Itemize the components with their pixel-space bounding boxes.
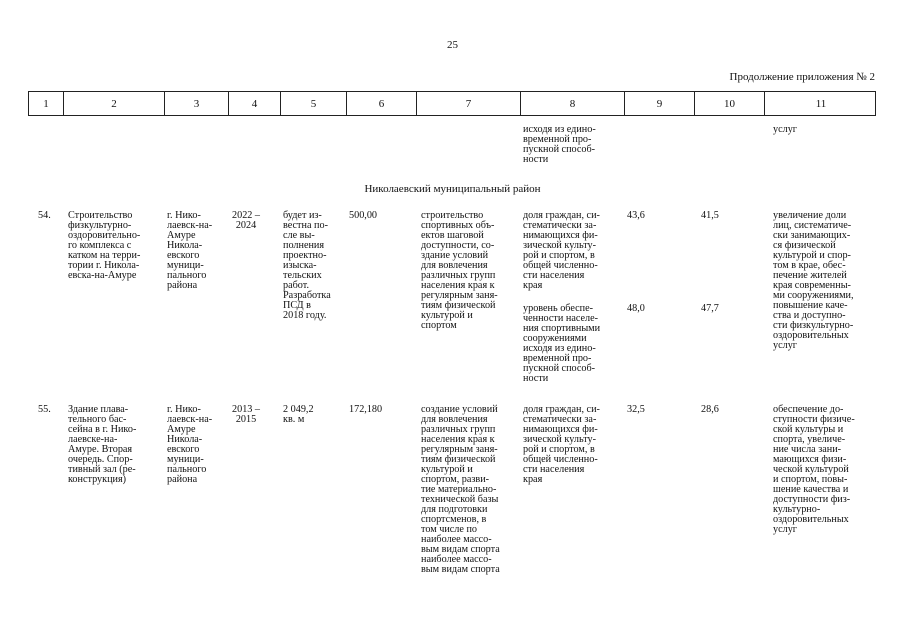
continuation-label: Продолжение приложения № 2	[729, 71, 875, 83]
table-header	[28, 91, 876, 116]
indicator-value-plan: 48,0	[627, 303, 645, 314]
object-name: Здание плава- тельного бас- сейна в г. Нико- лаевске-на- Амуре. Вторая очередь. Спор- тивный зал (ре- конструкция)	[68, 404, 137, 485]
row-number: 54.	[38, 210, 51, 221]
header-col-6: 6	[347, 92, 417, 115]
header-col-10: 10	[695, 92, 765, 115]
period: 2013 – 2015	[232, 404, 261, 425]
header-col-8: 8	[521, 92, 625, 115]
period: 2022 – 2024	[232, 210, 261, 231]
indicator: доля граждан, си- стематически за- нимающихся фи- зической культу- рой и спортом, в общей численно- сти населения края	[523, 210, 600, 291]
expected-effect: обеспечение до- ступности физиче- ской культуры и спорта, увеличе- ние числа зани- мающихся физи- ческой культурой и спортом, повы- шение качества и доступности физ- культурно- оздоровительных услуг	[773, 404, 855, 535]
indicator: уровень обеспе- ченности населе- ния спортивными сооружениями исходя из едино- временной про- пускной способ- ности	[523, 303, 601, 384]
header-col-1: 1	[29, 92, 64, 115]
header-col-11: 11	[815, 97, 827, 110]
location: г. Нико- лаевск-на- Амуре Никола- евского муници- пального района	[167, 210, 213, 291]
header-col-5: 5	[281, 92, 347, 115]
object-name: Строительство физкультурно- оздоровительно- го комплекса с катком на терри- тории г. Никола- евска-на-Амуре	[68, 210, 141, 281]
carryover-effect: услуг	[773, 124, 797, 135]
indicator-value-base: 28,6	[701, 404, 719, 415]
header-col-4: 4	[229, 92, 281, 115]
header-col-7: 7	[417, 92, 521, 115]
page-number: 25	[447, 39, 458, 51]
indicator: доля граждан, си- стематически за- нимающихся фи- зической культу- рой и спортом, в общей численно- сти населения края	[523, 404, 600, 485]
capacity: будет из- вестна по- сле вы- полнения проектно- изыска- тельских работ. Разработка ПСД в 2018 году.	[283, 210, 331, 321]
header-col-2: 2	[64, 92, 165, 115]
cost: 500,00	[349, 210, 378, 221]
cost: 172,180	[349, 404, 383, 415]
goal: создание условий для вовлечения различных групп населения края к регулярным заня- тиям физической культурой и спортом, разви- тие материально- технической базы для подготовки спортсменов, в том числе по наиболее массо- вым видам спорта наиболее массо- вым видам спорта	[421, 404, 500, 575]
header-col-3: 3	[165, 92, 229, 115]
indicator-value-base: 47,7	[701, 303, 719, 314]
section-title: Николаевский муниципальный район	[364, 183, 541, 195]
goal: строительство спортивных объ- ектов шаговой доступности, со- здание условий для вовлечения различных групп населения края к регулярным заня- тиям физической культурой и спортом	[421, 210, 498, 331]
location: г. Нико- лаевск-на- Амуре Никола- евского муници- пального района	[167, 404, 213, 485]
header-col-9: 9	[625, 92, 695, 115]
row-number: 55.	[38, 404, 51, 415]
carryover-indicator: исходя из едино- временной про- пускной способ- ности	[523, 124, 596, 165]
indicator-value-plan: 43,6	[627, 210, 645, 221]
expected-effect: увеличение доли лиц, систематиче- ски занимающих- ся физической культурой и спор- том в крае, обес- печение жителей края современны- ми сооружениями, повышение каче- ства и доступно- сти физкультурно- оздоровительных услуг	[773, 210, 854, 351]
indicator-value-plan: 32,5	[627, 404, 645, 415]
indicator-value-base: 41,5	[701, 210, 719, 221]
capacity: 2 049,2 кв. м	[283, 404, 314, 425]
